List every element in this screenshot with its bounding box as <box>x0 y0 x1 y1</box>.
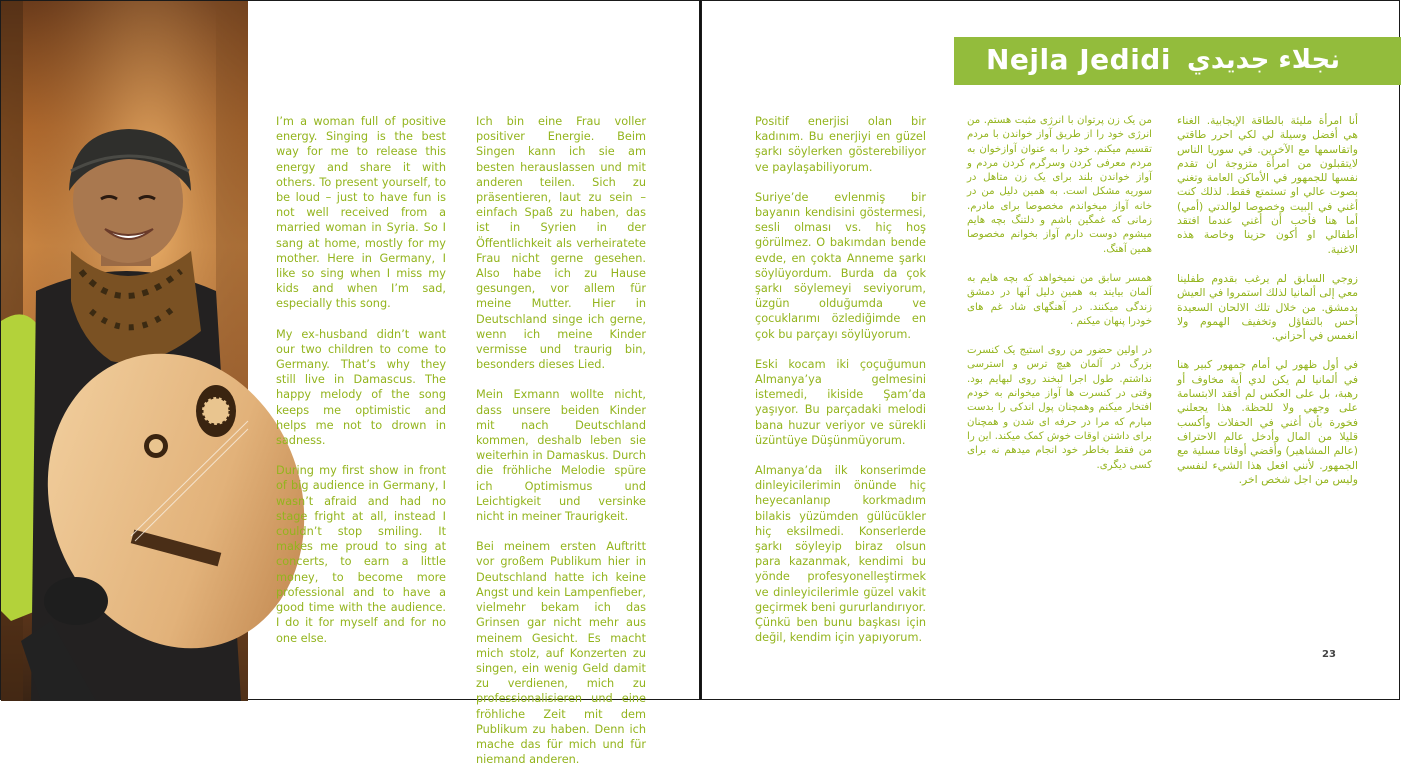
german-paragraph-1: Ich bin eine Frau voller positiver Energie. Beim Singen kann ich sie am besten herauslassen und mit anderen teilen. Sich zu präsentieren, laut zu sein – einfach Spaß zu haben, das ist in Syrien in der Öffentlichkeit als verheiratete Frau nicht gerne gesehen. Also habe ich zu Hause gesungen, vor allem für meine Mutter. Hier in Deutschland singe ich gerne, wenn ich meine Kinder vermisse und traurig bin, besonders dieses Lied. <box>476 115 646 372</box>
german-paragraph-3: Bei meinem ersten Auftritt vor großem Publikum hier in Deutschland hatte ich keine Angst und kein Lampenfieber, vielmehr bekam ich das Grinsen gar nicht mehr aus meinem Gesicht. Es macht mich stolz, auf Konzerten zu singen, ein wenig Geld damit zu verdienen, mich zu professionalisieren und eine fröhliche Zeit mit dem Publikum zu haben. Denn ich mache das für mich und für niemand anderen. <box>476 540 646 767</box>
right-page <box>701 0 1400 700</box>
turkish-column <box>755 114 926 661</box>
english-paragraph-3: During my first show in front of big audience in Germany, I wasn’t afraid and had no stage fright at all, instead I couldn’t stop smiling. It makes me proud to sing at concerts, to earn a little money, to become more professional and to have a good time with the audience. I do it for myself and for no one else. <box>276 464 446 645</box>
name-title-bar <box>954 37 1401 85</box>
left-page <box>0 0 700 767</box>
persian-paragraph-1: من یک زن پرتوان با انرژی مثبت هستم. من انرژی خود را از طریق آواز خواندن با مردم تقسیم میکنم. خود را به عنوان آوازخوان به مردم معرفی کردن وسرگرم کردن مردم و آواز خواندن بلند برای یک زن متاهل در سوریه مشکل است. به همین دلیل من در خانه آواز میخواندم مخصوصا برای مادرم. زمانی که غمگین باشم و دلتنگ بچه هایم میشوم دوست دارم آواز بخوانم مخصوصا همین آهنگ. <box>967 115 1152 255</box>
turkish-paragraph-1: Positif enerjisi olan bir kadınım. Bu enerjiyi en güzel şarkı söylerken gösterebiliyor ve paylaşabiliyorum. <box>755 115 926 174</box>
page-number: 23 <box>1322 649 1336 660</box>
turkish-paragraph-4: Almanya’da ilk konserimde dinleyicilerimin önünde hiç heyecanlanıp korkmadım bilakis yüzümden gülücükler hiç eksilmedi. Konserlerde şarkı söyleyip biraz olsun para kazanmak, kendimi bu yönde profesyonelleştirmek ve dinleyicilerimle güzel vakit geçirmek beni gururlandırıyor. Çünkü ben bunu başkası için değil, kendim için yapıyorum. <box>755 464 926 645</box>
name-latin: Nejla Jedidi <box>986 43 1171 76</box>
turkish-paragraph-3: Eski kocam iki çoçuğumun Almanya’ya gelmesini istemedi, ikiside Şam’da yaşıyor. Bu parçadaki melodi bana huzur veriyor ve sürekli üzüntüye Düşünmüyorum. <box>755 357 926 447</box>
german-paragraph-2: Mein Exmann wollte nicht, dass unsere beiden Kinder mit nach Deutschland kommen, deshalb leben sie weiterhin in Damaskus. Durch die fröhliche Melodie spüre ich Optimismus und Leichtigkeit und versinke nicht in meiner Traurigkeit. <box>476 388 646 524</box>
arabic-paragraph-1: أنا امرأة مليئة بالطاقة الإيجابية. الغناء هي أفضل وسيلة لي لكي احرر طاقتي واتقاسمها مع الآخرين. في سوريا الناس لايتقبلون من امرأة متزوجة ان تقدم نفسها للجمهور في الأماكن العامة وتغني بصوت عالي او تستمتع فقط. لذلك كنت أغني في البيت وخصوصا لوالدتي (أمي) أما هنا فأحب أن أغني عندما افتقد أطفالي او أكون حزينا وخاصة هذه الاغنية. <box>1177 114 1358 256</box>
german-column <box>476 114 646 782</box>
turkish-paragraph-2: Suriye’de evlenmiş bir bayanın kendisini göstermesi, sesli olması vs. hiç hoş görülmez. O bakımdan bende evde, en çokta Anneme şarkı söylüyordum. Burda da çok şarkı söylemeyi seviyorum, üzgün olduğumda ve çocuklarımı özlediğimde en çok bu parçayı söylüyorum. <box>755 190 926 341</box>
english-paragraph-2: My ex-husband didn’t want our two children to come to Germany. That’s why they still live in Damascus. The happy melody of the song keeps me optimistic and helps me not to drown in sadness. <box>276 327 446 448</box>
persian-column <box>967 114 1152 488</box>
name-arabic: نجلاء جديدي <box>1187 45 1340 75</box>
arabic-column <box>1177 114 1358 502</box>
arabic-paragraph-2: زوجي السابق لم يرغب بقدوم طفلينا معي إلى ألمانيا لذلك استمروا في العيش بدمشق. من خلال تلك الالحان السعيدة أحس بالتفاؤل وتخفيف الهموم ولا انغمس في أحزاني. <box>1177 271 1358 343</box>
portrait-photo <box>1 1 248 701</box>
portrait-illustration <box>1 1 248 701</box>
persian-paragraph-3: در اولین حضور من روی استیج یک کنسرت بزرگ در آلمان هیچ ترس و استرسی نداشتم. طول اجرا لبخند روی لبهایم بود. وقتی در کنسرت ها آواز میخوانم به خودم افتخار میکنم وهمچنان پول اندکی را بدست میارم که مرا در حرفه ای شدن و همچنان برای داشتن اوقات خوش کمک میکند. این را من فقط بخاطر خود انجام میدهم نه برای کسی دیگری. <box>967 345 1152 471</box>
arabic-paragraph-3: في أول ظهور لي أمام جمهور كبير هنا في ألمانيا لم يكن لدي أية مخاوف أو رهبة، بل على العكس لم أفقد الابتسامة على وجهي ولا للحظة. هذا يجعلني فخورة بأن أغني في الحفلات وأكسب قليلا من المال وأدخل عالم الاحتراف (عالم المشاهير) وأقضي أوقاتا مسلية مع الجمهور. لأنني افعل هذا الشيء لنفسي وليس من اجل شخص اخر. <box>1177 358 1358 486</box>
english-paragraph-1: I’m a woman full of positive energy. Singing is the best way for me to release this energy and share it with others. To present yourself, to be loud – just to have fun is not well received from a married woman in Syria. So I sang at home, mostly for my mother. Here in Germany, I like so sing when I miss my kids and when I’m sad, especially this song. <box>276 115 446 311</box>
english-column <box>276 114 446 661</box>
persian-paragraph-2: همسر سابق من نمیخواهد که بچه هایم به آلمان بیایند به همین دلیل آنها در دمشق زندگی میکنند. در آهنگهای شاد غم های خودرا پنهان میکنم . <box>967 272 1152 327</box>
